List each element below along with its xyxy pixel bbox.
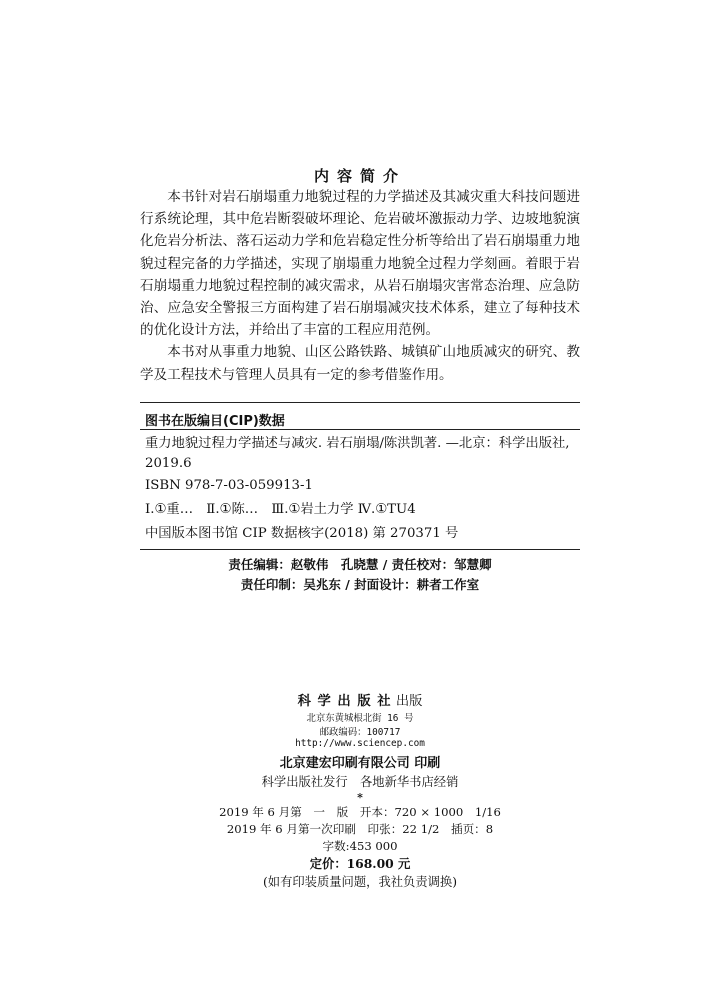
- intro-paragraph-1: 本书针对岩石崩塌重力地貌过程的力学描述及其减灾重大科技问题进行系统论理，其中危岩断裂破坏理论、危岩破坏激振动力学、边坡地貌演化危岩分析法、落石运动力学和危岩稳定性分析等给出了岩石崩塌重力地貌过程完备的力学描述，实现了崩塌重力地貌全过程力学刻画。着眼于岩石崩塌重力地貌过程控制的减灾需求，从岩石崩塌灾害常态治理、应急防治、应急安全警报三方面构建了岩石崩塌减灾技术体系，建立了每种技术的优化设计方法，并给出了丰富的工程应用范例。: [140, 189, 580, 339]
- spec-price: 定价：168.00 元: [309, 856, 411, 871]
- distribution-line: 科学出版社发行 各地新华书店经销: [261, 775, 459, 789]
- intro-title: 内容简介: [313, 167, 406, 185]
- credits-editors: 责任编辑：赵敬伟 孔晓慧 / 责任校对：邹慧卿: [228, 557, 492, 572]
- top-rule: [140, 402, 580, 403]
- publisher-line: [0, 690, 720, 709]
- intro-paragraph-2: 本书对从事重力地貌、山区公路铁路、城镇矿山地质减灾的研究、教学及工程技术与管理人员具有一定的参考借鉴作用。: [140, 344, 580, 383]
- separator-star: *: [357, 791, 363, 804]
- spec-notice: (如有印装质量问题，我社负责调换): [262, 875, 458, 889]
- cip-classification: Ⅰ.①重… Ⅱ.①陈… Ⅲ.①岩土力学 Ⅳ.①TU4: [145, 502, 416, 517]
- printer-name: 北京建宏印刷有限公司: [279, 756, 410, 771]
- publisher-url: http://www.sciencep.com: [295, 738, 425, 749]
- printer-suffix: 印刷: [409, 756, 441, 771]
- publisher-postcode: 邮政编码：100717: [319, 727, 401, 738]
- publisher-suffix: 出版: [391, 694, 423, 709]
- cip-bottom-rule: [140, 549, 580, 550]
- printer-line: [0, 752, 720, 771]
- cip-heading: 图书在版编目(CIP)数据: [145, 414, 285, 429]
- cip-entry: 重力地貌过程力学描述与减灾. 岩石崩塌/陈洪凯著. —北京：科学出版社, 2019.6: [145, 436, 570, 471]
- publisher-name: 科 学 出 版 社: [297, 694, 392, 709]
- credits-production: 责任印制：吴兆东 / 封面设计：耕者工作室: [240, 577, 480, 592]
- intro-section: [140, 186, 580, 386]
- spec-edition: 2019 年 6 月第 一 版 开本：720 × 1000 1/16: [219, 805, 501, 819]
- spec-printing: 2019 年 6 月第一次印刷 印张：22 1/2 插页：8: [226, 822, 494, 836]
- publisher-address: 北京东黄城根北街 16 号: [306, 713, 414, 724]
- cip-library-number: 中国版本图书馆 CIP 数据核字(2018) 第 270371 号: [145, 526, 459, 541]
- spec-word-count: 字数:453 000: [322, 839, 398, 853]
- cip-heading-rule: [140, 429, 580, 430]
- cip-isbn: ISBN 978-7-03-059913-1: [145, 478, 313, 493]
